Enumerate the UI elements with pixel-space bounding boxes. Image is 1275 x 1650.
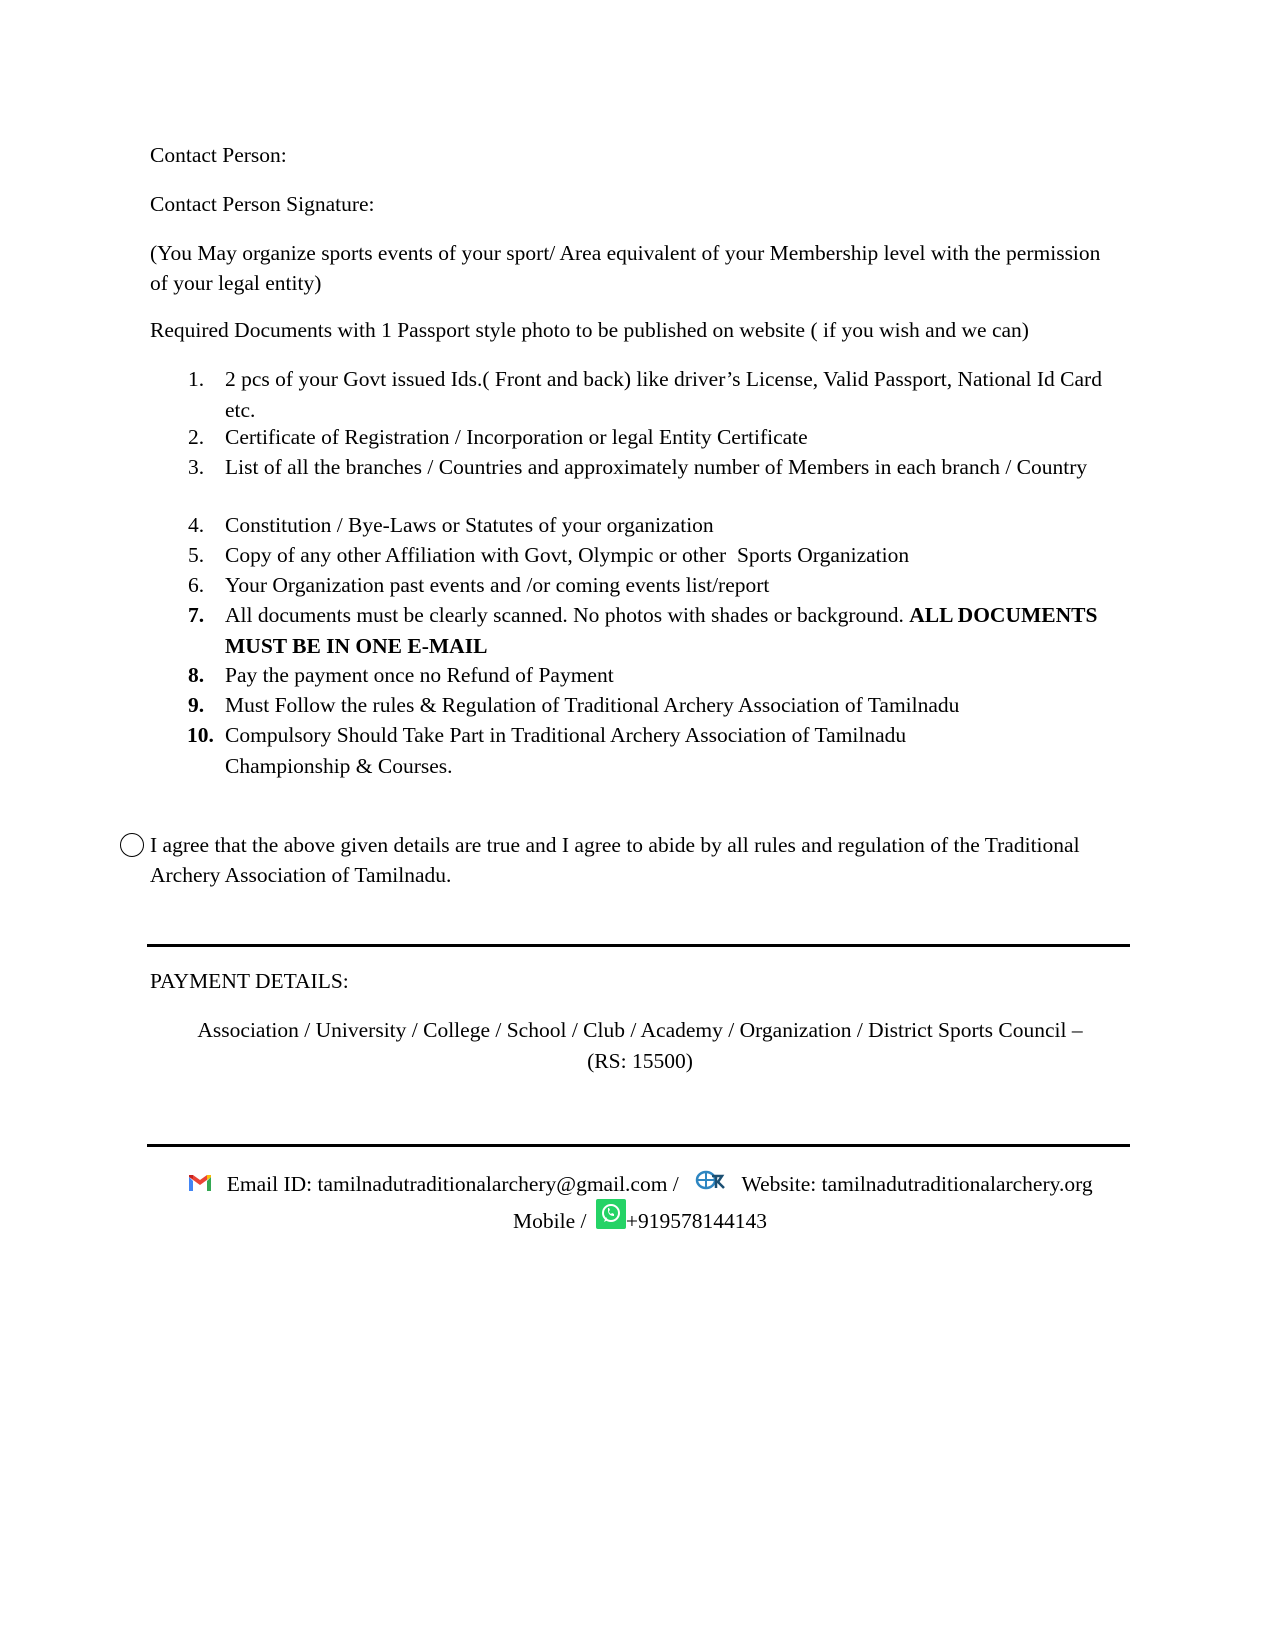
list-number: 3. bbox=[188, 455, 205, 479]
list-number: 6. bbox=[188, 573, 205, 597]
website-text[interactable]: Website: tamilnadutraditionalarchery.org bbox=[741, 1172, 1093, 1196]
note-paragraph: (You May organize sports events of your sport/ Area equivalent of your Membership level with the permission of your legal entity) bbox=[150, 241, 1101, 295]
list-text: Copy of any other Affiliation with Govt, Olympic or other Sports Organization bbox=[225, 543, 910, 567]
payment-heading: PAYMENT DETAILS: bbox=[150, 969, 349, 993]
payment-line-1: Association / University / College / School / Club / Academy / Organization / District Sports Council – bbox=[197, 1018, 1083, 1042]
mobile-label: Mobile / bbox=[513, 1209, 587, 1233]
list-number: 9. bbox=[188, 693, 205, 717]
list-number: 8. bbox=[188, 663, 205, 687]
list-text: Your Organization past events and /or coming events list/report bbox=[225, 573, 770, 597]
contact-signature-label: Contact Person Signature: bbox=[150, 192, 375, 216]
footer-mobile-line bbox=[150, 1206, 1130, 1238]
website-globe-icon bbox=[694, 1170, 728, 1203]
list-number: 5. bbox=[188, 543, 205, 567]
list-number: 2. bbox=[188, 425, 205, 449]
list-text: List of all the branches / Countries and approximately number of Members in each branch / Country bbox=[225, 455, 1088, 479]
list-text: Pay the payment once no Refund of Payment bbox=[225, 663, 614, 687]
list-text: Constitution / Bye-Laws or Statutes of your organization bbox=[225, 513, 714, 537]
list-text bbox=[225, 600, 1125, 661]
payment-amount: (RS: 15500) bbox=[587, 1049, 693, 1073]
list-text: Certificate of Registration / Incorporation or legal Entity Certificate bbox=[225, 425, 808, 449]
list-text-regular: All documents must be clearly scanned. No photos with shades or background. bbox=[225, 603, 904, 627]
divider bbox=[147, 944, 1130, 947]
agreement-checkbox[interactable] bbox=[120, 833, 144, 857]
agreement-text: I agree that the above given details are true and I agree to abide by all rules and regulation of the Traditional Archery Association of Tamilnadu. bbox=[150, 833, 1080, 887]
list-text: Must Follow the rules & Regulation of Traditional Archery Association of Tamilnadu bbox=[225, 693, 960, 717]
mobile-number[interactable]: +919578144143 bbox=[625, 1209, 767, 1233]
gmail-icon bbox=[187, 1171, 213, 1202]
list-number: 4. bbox=[188, 513, 205, 537]
contact-person-label: Contact Person: bbox=[150, 143, 287, 167]
email-text[interactable]: Email ID: tamilnadutraditionalarchery@gmail.com / bbox=[226, 1172, 679, 1196]
list-text: Compulsory Should Take Part in Traditional Archery Association of Tamilnadu Championship & Courses. bbox=[225, 723, 907, 778]
whatsapp-icon bbox=[596, 1199, 626, 1238]
list-number: 7. bbox=[188, 603, 205, 627]
list-text-bold: ALL DOCUMENTS MUST BE IN ONE E-MAIL bbox=[225, 603, 1098, 658]
footer-contact-line bbox=[150, 1169, 1130, 1203]
list-number: 1. bbox=[188, 367, 205, 391]
divider bbox=[147, 1144, 1130, 1147]
documents-heading: Required Documents with 1 Passport style photo to be published on website ( if you wish and we can) bbox=[150, 318, 1029, 342]
list-text: 2 pcs of your Govt issued Ids.( Front and back) like driver’s License, Valid Passport, National Id Card etc. bbox=[225, 367, 1102, 422]
list-number: 10. bbox=[187, 723, 214, 747]
